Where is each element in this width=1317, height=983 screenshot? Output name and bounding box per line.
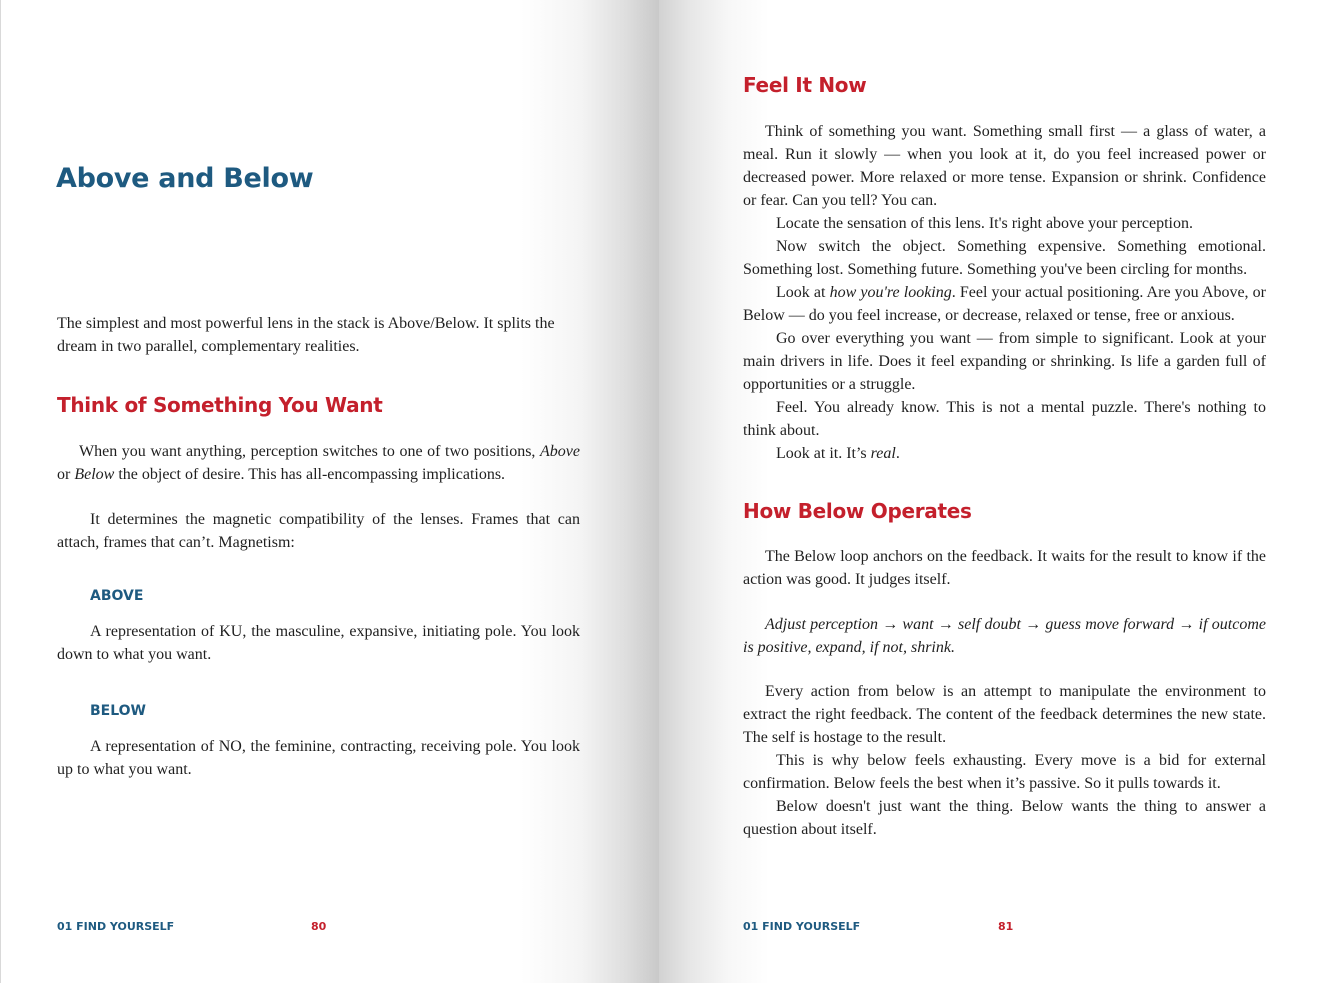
below-text: A representation of NO, the feminine, contracting, receiving pole. You look up to what you want. (57, 738, 580, 778)
feel-paragraph-1: Think of something you want. Something small first — a glass of water, a meal. Run it slowly — when you look at it, do you feel increased power or decreased power. More relaxed or more tense. Expansion or shrink. Confidence or fear. Can you tell? You can. (743, 123, 1266, 209)
loop-sequence-text: Adjust perception → want → self doubt → guess move forward → if outcome is positive, expand, if not, shrink. (743, 616, 1266, 656)
loop-sequence (743, 613, 1266, 659)
or-text: or (57, 466, 75, 483)
positions-text-start: When you want anything, perception switches to one of two positions, (79, 443, 536, 460)
positions-paragraph (57, 440, 580, 486)
below-paragraph-2: Every action from below is an attempt to manipulate the environment to extract the right feedback. The content of the feedback determines the new state. The self is hostage to the result. (743, 683, 1266, 746)
feel-p4-end: . Feel your actual positioning. Are you Above, or Below — do you feel increase, or decrease, relaxed or tense, free or anxious. (743, 284, 1267, 324)
feel-paragraph-4 (743, 281, 1266, 327)
chapter-title: Above and Below (56, 163, 314, 194)
feel-paragraph-2: Locate the sensation of this lens. It's right above your perception. (776, 215, 1193, 232)
below-heading: BELOW (90, 703, 146, 719)
feel-p4-emphasis: how you're looking (829, 284, 952, 301)
above-heading: ABOVE (90, 588, 144, 604)
below-loop-paragraph (743, 545, 1266, 591)
feel-paragraph-7 (743, 442, 1266, 465)
feel-p7-start: Look at it. It’s (776, 445, 871, 462)
feel-p7-emphasis: real (870, 445, 896, 462)
feel-paragraph-6: Feel. You already know. This is not a mental puzzle. There's nothing to think about. (743, 399, 1266, 439)
section-title-below-operates: How Below Operates (743, 499, 972, 523)
feel-it-now-text (743, 120, 1266, 465)
section-title-think: Think of Something You Want (57, 393, 383, 417)
above-paragraph (57, 620, 580, 666)
feel-paragraph-5: Go over everything you want — from simple to significant. Look at your main drivers in life. Does it feel expanding or shrinking. Is life a garden full of opportunities or a struggle. (743, 330, 1266, 393)
footer-chapter-left: 01 FIND YOURSELF (57, 920, 175, 933)
intro-line-2: dream in two parallel, complementary realities. (57, 338, 360, 355)
below-paragraph-4: Below doesn't just want the thing. Below wants the thing to answer a question about itself. (743, 798, 1266, 838)
intro-paragraph (57, 312, 597, 358)
below-emphasis: Below (74, 466, 115, 483)
right-page (659, 0, 1317, 983)
feel-p4-start: Look at (776, 284, 830, 301)
feel-paragraph-3: Now switch the object. Something expensive. Something emotional. Something lost. Something future. Something you've been circling for months. (743, 238, 1266, 278)
magnetism-text: It determines the magnetic compatibility of the lenses. Frames that can attach, frames that can’t. Magnetism: (57, 511, 580, 551)
intro-line-1: The simplest and most powerful lens in the stack is Above/Below. It splits the (57, 315, 555, 332)
positions-text-end: the object of desire. This has all-encompassing implications. (114, 466, 506, 483)
below-action-text (743, 680, 1266, 841)
below-paragraph-3: This is why below feels exhausting. Every move is a bid for external confirmation. Below feels the best when it’s passive. So it pulls towards it. (743, 752, 1266, 792)
page-number-right: 81 (998, 920, 1014, 933)
magnetism-paragraph (57, 508, 580, 554)
above-text: A representation of KU, the masculine, expansive, initiating pole. You look down to what you want. (57, 623, 580, 663)
below-paragraph (57, 735, 580, 781)
page-number-left: 80 (311, 920, 327, 933)
below-loop-text: The Below loop anchors on the feedback. It waits for the result to know if the action was good. It judges itself. (743, 548, 1266, 588)
above-emphasis: Above (540, 443, 581, 460)
loop-sequence-line (743, 613, 1266, 659)
feel-p7-end: . (895, 445, 900, 462)
section-title-feel: Feel It Now (743, 73, 867, 97)
footer-chapter-right: 01 FIND YOURSELF (743, 920, 861, 933)
positions-text (57, 440, 580, 486)
